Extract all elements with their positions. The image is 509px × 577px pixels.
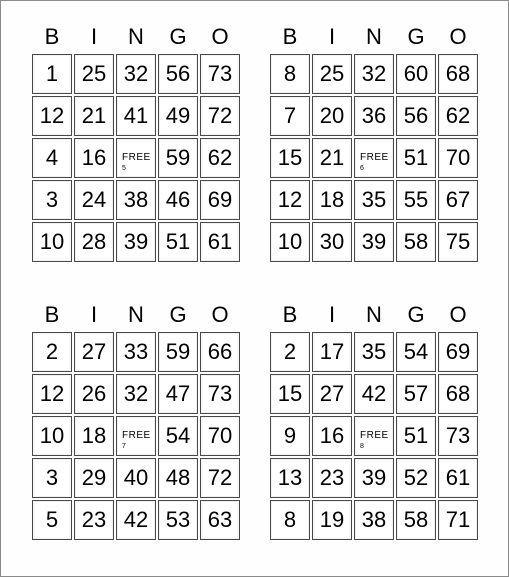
bingo-number: 15 <box>277 145 303 170</box>
bingo-number: 41 <box>123 103 149 128</box>
bingo-number: 7 <box>283 103 297 128</box>
bingo-cell <box>32 416 72 456</box>
bingo-cell <box>116 180 156 220</box>
bingo-cell <box>158 96 198 136</box>
bingo-number: 48 <box>165 465 191 490</box>
bingo-cell <box>74 416 114 456</box>
bingo-cell <box>354 374 394 414</box>
bingo-cell <box>312 138 352 178</box>
bingo-card-4 <box>269 299 481 541</box>
bingo-number: 67 <box>445 187 471 212</box>
bingo-cell <box>270 500 310 540</box>
bingo-cell <box>116 458 156 498</box>
bingo-cell <box>116 96 156 136</box>
bingo-cell <box>200 222 240 262</box>
bingo-number: 56 <box>165 61 191 86</box>
bingo-number: 10 <box>277 229 303 254</box>
free-space-label: FREE <box>122 152 151 163</box>
bingo-number: 58 <box>403 507 429 532</box>
bingo-number: 72 <box>207 103 233 128</box>
bingo-cell <box>354 54 394 94</box>
bingo-cell <box>312 416 352 456</box>
bingo-cell <box>116 374 156 414</box>
bingo-cell <box>438 458 478 498</box>
bingo-header-letter: N <box>128 24 144 49</box>
bingo-number: 23 <box>81 507 107 532</box>
bingo-cell <box>74 500 114 540</box>
bingo-cell <box>158 54 198 94</box>
bingo-cell <box>396 222 436 262</box>
bingo-cell <box>32 374 72 414</box>
bingo-number: 55 <box>403 187 429 212</box>
bingo-number: 27 <box>81 339 107 364</box>
bingo-number: 38 <box>361 507 387 532</box>
bingo-number: 18 <box>319 187 345 212</box>
bingo-number: 54 <box>165 423 191 448</box>
bingo-number: 2 <box>45 339 59 364</box>
bingo-cell <box>116 500 156 540</box>
bingo-number: 54 <box>403 339 429 364</box>
bingo-number: 32 <box>361 61 387 86</box>
bingo-header <box>269 299 481 331</box>
bingo-number: 52 <box>403 465 429 490</box>
bingo-number: 57 <box>403 381 429 406</box>
bingo-number: 21 <box>319 145 345 170</box>
bingo-cell <box>270 374 310 414</box>
bingo-cell <box>438 374 478 414</box>
bingo-number: 19 <box>319 507 345 532</box>
bingo-cell <box>270 54 310 94</box>
bingo-cell <box>200 374 240 414</box>
bingo-number: 61 <box>207 229 233 254</box>
bingo-cell <box>312 222 352 262</box>
bingo-cell <box>270 222 310 262</box>
bingo-cell <box>158 416 198 456</box>
bingo-number: 59 <box>165 145 191 170</box>
bingo-cell <box>32 332 72 372</box>
bingo-header-letter: B <box>44 24 60 49</box>
bingo-number: 71 <box>445 507 471 532</box>
free-space-cell <box>354 416 394 456</box>
bingo-cell <box>200 96 240 136</box>
bingo-number: 73 <box>207 61 233 86</box>
bingo-cell <box>116 332 156 372</box>
bingo-cell <box>158 222 198 262</box>
bingo-header-letter: N <box>366 302 382 327</box>
bingo-cell <box>354 96 394 136</box>
bingo-header <box>269 21 481 53</box>
bingo-cell <box>158 332 198 372</box>
bingo-number: 5 <box>45 507 59 532</box>
bingo-number: 73 <box>207 381 233 406</box>
bingo-cell <box>354 180 394 220</box>
bingo-cell <box>158 138 198 178</box>
bingo-number: 24 <box>81 187 107 212</box>
bingo-card-3 <box>31 299 243 541</box>
bingo-number: 21 <box>81 103 107 128</box>
bingo-number: 16 <box>81 145 107 170</box>
bingo-cell <box>200 332 240 372</box>
bingo-header-letter: G <box>169 24 187 49</box>
bingo-number: 51 <box>165 229 191 254</box>
bingo-cell <box>200 138 240 178</box>
bingo-number: 18 <box>81 423 107 448</box>
bingo-cell <box>312 54 352 94</box>
bingo-cell <box>354 332 394 372</box>
bingo-cell <box>438 54 478 94</box>
bingo-number: 30 <box>319 229 345 254</box>
card-number: 8 <box>360 443 364 450</box>
bingo-cell <box>312 180 352 220</box>
bingo-number: 51 <box>403 145 429 170</box>
bingo-number: 12 <box>39 103 65 128</box>
bingo-cell <box>200 54 240 94</box>
bingo-number: 69 <box>445 339 471 364</box>
bingo-cell <box>438 332 478 372</box>
bingo-number: 68 <box>445 381 471 406</box>
bingo-header <box>31 21 243 53</box>
bingo-cell <box>396 138 436 178</box>
bingo-number: 8 <box>283 507 297 532</box>
bingo-number: 1 <box>45 61 59 86</box>
bingo-cell <box>32 500 72 540</box>
bingo-grid <box>31 331 243 541</box>
bingo-number: 4 <box>45 145 59 170</box>
bingo-header-letter: G <box>407 24 425 49</box>
bingo-number: 40 <box>123 465 149 490</box>
bingo-header-letter: G <box>169 302 187 327</box>
free-space-cell <box>116 416 156 456</box>
bingo-number: 61 <box>445 465 471 490</box>
bingo-cell <box>270 458 310 498</box>
bingo-number: 13 <box>277 465 303 490</box>
bingo-cell <box>74 54 114 94</box>
bingo-number: 62 <box>445 103 471 128</box>
bingo-number: 38 <box>123 187 149 212</box>
bingo-cell <box>354 500 394 540</box>
bingo-cell <box>158 500 198 540</box>
bingo-cell <box>200 180 240 220</box>
bingo-number: 10 <box>39 229 65 254</box>
bingo-cell <box>32 96 72 136</box>
bingo-number: 9 <box>283 423 297 448</box>
bingo-number: 27 <box>319 381 345 406</box>
bingo-number: 10 <box>39 423 65 448</box>
bingo-cell <box>158 458 198 498</box>
bingo-cell <box>396 54 436 94</box>
bingo-cell <box>438 416 478 456</box>
bingo-cell <box>312 332 352 372</box>
bingo-number: 39 <box>123 229 149 254</box>
bingo-cell <box>74 458 114 498</box>
bingo-number: 69 <box>207 187 233 212</box>
bingo-number: 39 <box>361 229 387 254</box>
bingo-cell <box>32 458 72 498</box>
bingo-number: 51 <box>403 423 429 448</box>
bingo-cell <box>116 54 156 94</box>
bingo-number: 29 <box>81 465 107 490</box>
bingo-cell <box>396 458 436 498</box>
bingo-number: 35 <box>361 187 387 212</box>
bingo-cell <box>74 96 114 136</box>
bingo-cell <box>396 180 436 220</box>
bingo-cell <box>438 138 478 178</box>
bingo-number: 26 <box>81 381 107 406</box>
bingo-header-letter: N <box>128 302 144 327</box>
bingo-cell <box>200 416 240 456</box>
free-space-cell <box>116 138 156 178</box>
bingo-header-letter: I <box>90 302 98 327</box>
bingo-number: 62 <box>207 145 233 170</box>
bingo-number: 68 <box>445 61 471 86</box>
bingo-cell <box>270 180 310 220</box>
bingo-number: 42 <box>361 381 387 406</box>
bingo-header-letter: I <box>328 24 336 49</box>
bingo-cell <box>396 96 436 136</box>
bingo-header-letter: N <box>366 24 382 49</box>
bingo-cell <box>438 96 478 136</box>
bingo-cell <box>158 180 198 220</box>
bingo-number: 56 <box>403 103 429 128</box>
bingo-number: 12 <box>277 187 303 212</box>
bingo-number: 28 <box>81 229 107 254</box>
bingo-header-letter: B <box>282 302 298 327</box>
bingo-number: 66 <box>207 339 233 364</box>
bingo-header-letter: B <box>282 24 298 49</box>
bingo-number: 16 <box>319 423 345 448</box>
bingo-cell <box>74 222 114 262</box>
bingo-cell <box>312 374 352 414</box>
bingo-cell <box>438 222 478 262</box>
bingo-number: 33 <box>123 339 149 364</box>
bingo-cell <box>74 180 114 220</box>
bingo-number: 49 <box>165 103 191 128</box>
bingo-number: 15 <box>277 381 303 406</box>
card-number: 5 <box>122 165 126 172</box>
bingo-cell <box>200 458 240 498</box>
bingo-number: 2 <box>283 339 297 364</box>
bingo-header-letter: O <box>211 302 229 327</box>
bingo-cell <box>32 54 72 94</box>
bingo-number: 32 <box>123 61 149 86</box>
bingo-number: 42 <box>123 507 149 532</box>
bingo-number: 53 <box>165 507 191 532</box>
bingo-number: 70 <box>207 423 233 448</box>
bingo-number: 36 <box>361 103 387 128</box>
bingo-header-letter: O <box>449 24 467 49</box>
bingo-number: 20 <box>319 103 345 128</box>
free-space-label: FREE <box>360 152 389 163</box>
bingo-cell <box>354 222 394 262</box>
bingo-number: 39 <box>361 465 387 490</box>
bingo-number: 58 <box>403 229 429 254</box>
bingo-cell <box>270 138 310 178</box>
bingo-number: 73 <box>445 423 471 448</box>
bingo-cell <box>396 500 436 540</box>
bingo-cell <box>270 416 310 456</box>
bingo-header-letter: I <box>90 24 98 49</box>
bingo-grid <box>269 53 481 263</box>
bingo-grid <box>31 53 243 263</box>
bingo-cell <box>74 374 114 414</box>
bingo-cell <box>354 458 394 498</box>
bingo-cell <box>396 332 436 372</box>
bingo-cell <box>74 332 114 372</box>
bingo-header-letter: O <box>449 302 467 327</box>
bingo-cell <box>312 458 352 498</box>
bingo-number: 72 <box>207 465 233 490</box>
bingo-cell <box>200 500 240 540</box>
bingo-number: 12 <box>39 381 65 406</box>
bingo-cell <box>270 332 310 372</box>
bingo-number: 32 <box>123 381 149 406</box>
bingo-header <box>31 299 243 331</box>
bingo-number: 63 <box>207 507 233 532</box>
bingo-number: 8 <box>283 61 297 86</box>
bingo-header-letter: O <box>211 24 229 49</box>
bingo-cell <box>116 222 156 262</box>
bingo-cell <box>158 374 198 414</box>
bingo-number: 70 <box>445 145 471 170</box>
free-space-cell <box>354 138 394 178</box>
bingo-cell <box>270 96 310 136</box>
bingo-cell <box>74 138 114 178</box>
card-number: 7 <box>122 443 126 450</box>
free-space-label: FREE <box>360 430 389 441</box>
bingo-card-2 <box>269 21 481 263</box>
bingo-number: 59 <box>165 339 191 364</box>
bingo-number: 47 <box>165 381 191 406</box>
bingo-cell <box>32 138 72 178</box>
bingo-cell <box>438 180 478 220</box>
bingo-number: 46 <box>165 187 191 212</box>
bingo-grid <box>269 331 481 541</box>
bingo-header-letter: G <box>407 302 425 327</box>
bingo-number: 25 <box>81 61 107 86</box>
card-number: 6 <box>360 165 364 172</box>
bingo-cell <box>32 222 72 262</box>
bingo-cell <box>396 416 436 456</box>
bingo-cell <box>312 500 352 540</box>
bingo-cell <box>312 96 352 136</box>
free-space-label: FREE <box>122 430 151 441</box>
bingo-number: 3 <box>45 187 59 212</box>
bingo-cell <box>32 180 72 220</box>
bingo-cell <box>438 500 478 540</box>
bingo-card-1 <box>31 21 243 263</box>
bingo-number: 3 <box>45 465 59 490</box>
bingo-number: 35 <box>361 339 387 364</box>
bingo-number: 23 <box>319 465 345 490</box>
bingo-number: 75 <box>445 229 471 254</box>
bingo-number: 25 <box>319 61 345 86</box>
bingo-number: 17 <box>319 339 345 364</box>
bingo-cell <box>396 374 436 414</box>
bingo-header-letter: B <box>44 302 60 327</box>
bingo-header-letter: I <box>328 302 336 327</box>
bingo-number: 60 <box>403 61 429 86</box>
